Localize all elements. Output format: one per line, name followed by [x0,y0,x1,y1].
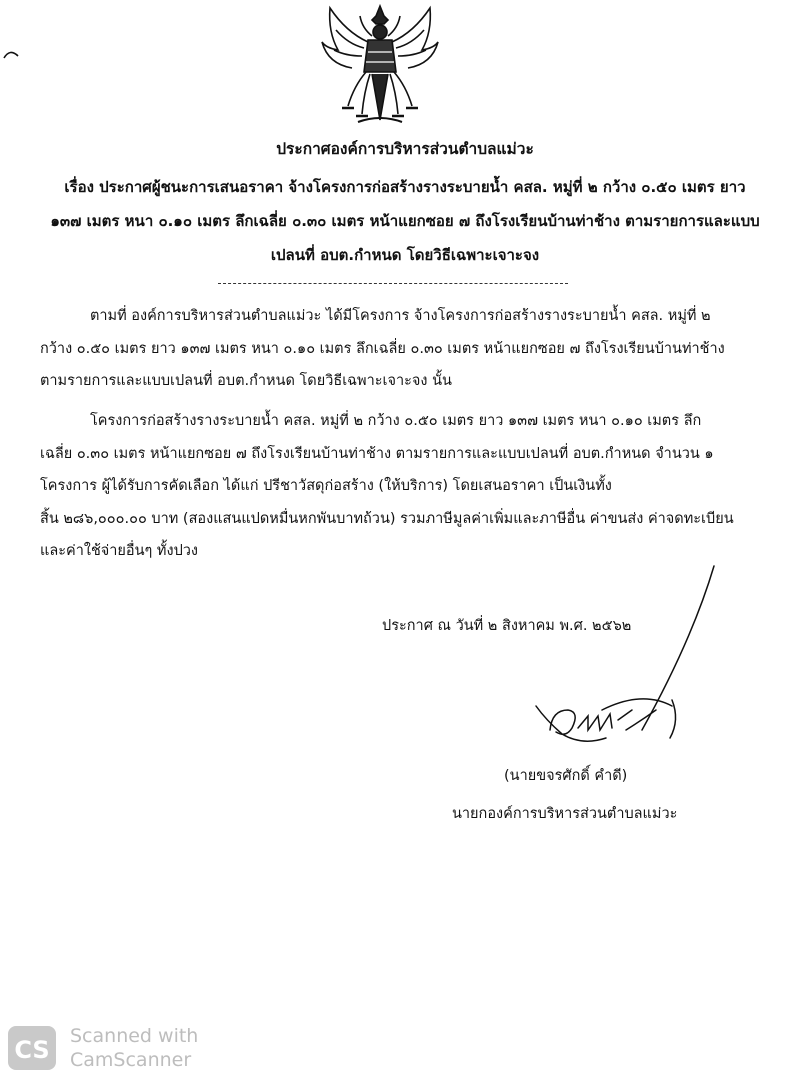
paragraph-line: โครงการ ผู้ได้รับการคัดเลือก ได้แก่ ปรีชาวัสดุก่อสร้าง (ให้บริการ) โดยเสนอราคา เป็นเงินทั้ง [40,478,612,494]
paragraph-line: เฉลี่ย ๐.๓๐ เมตร หน้าแยกซอย ๗ ถึงโรงเรียนบ้านท่าช้าง ตามรายการและแบบเปลนที่ อบต.กำหนด จำนวน ๑ [40,445,714,462]
watermark-line: CamScanner [70,1049,192,1071]
signer-position: นายกองค์การบริหารส่วนตำบลแม่วะ [452,806,678,822]
ink-mark-icon [2,44,24,64]
paragraph-line: กว้าง ๐.๕๐ เมตร ยาว ๑๓๗ เมตร หนา ๐.๑๐ เมตร ลึกเฉลี่ย ๐.๓๐ เมตร หน้าแยกซอย ๗ ถึงโรงเรียนบ้านท่าช้าง [40,340,725,357]
watermark-text [70,1024,198,1072]
garuda-emblem-icon [318,2,442,128]
announcement-date: ประกาศ ณ วันที่ ๒ สิงหาคม พ.ศ. ๒๕๖๒ [382,618,632,634]
document-title: ประกาศองค์การบริหารส่วนตำบลแม่วะ [276,140,534,158]
subject-line: เรื่อง ประกาศผู้ชนะการเสนอราคา จ้างโครงการก่อสร้างรางระบายน้ำ คสล. หมู่ที่ ๒ กว้าง ๐.๕๐ เมตร ยาว [64,178,746,196]
subject-line: เปลนที่ อบต.กำหนด โดยวิธีเฉพาะเจาะจง [270,246,540,264]
paragraph-line: โครงการก่อสร้างรางระบายน้ำ คสล. หมู่ที่ ๒ กว้าง ๐.๕๐ เมตร ยาว ๑๓๗ เมตร หนา ๐.๑๐ เมตร ลึก [90,413,702,429]
camscanner-watermark [8,1022,238,1074]
paragraph-line: ตามที่ องค์การบริหารส่วนตำบลแม่วะ ได้มีโครงการ จ้างโครงการก่อสร้างรางระบายน้ำ คสล. หมู่ที่ ๒ [90,308,711,324]
paragraph-announcement [40,300,772,398]
svg-text:CS: CS [14,1036,50,1064]
camscanner-logo [8,1026,56,1070]
camscanner-logo-icon [8,1026,56,1070]
document-subject [40,170,770,272]
paragraph-winner [40,405,772,568]
subject-line: ๑๓๗ เมตร หนา ๐.๑๐ เมตร ลึกเฉลี่ย ๐.๓๐ เมตร หน้าแยกซอย ๗ ถึงโรงเรียนบ้านท่าช้าง ตามรายการและแบบ [50,212,760,230]
paragraph-line: สิ้น ๒๘๖,๐๐๐.๐๐ บาท (สองแสนแปดหมื่นหกพันบาทถ้วน) รวมภาษีมูลค่าเพิ่มและภาษีอื่น ค่าขนส่ง ค่าจดทะเบียน [40,510,734,527]
watermark-line: Scanned with [70,1025,199,1047]
separator-rule [218,283,568,284]
paragraph-line: ตามรายการและแบบเปลนที่ อบต.กำหนด โดยวิธีเฉพาะเจาะจง นั้น [40,373,452,389]
signer-name: (นายขจรศักดิ์ คำดี) [504,768,628,784]
handwritten-signature [522,560,722,760]
paragraph-line: และค่าใช้จ่ายอื่นๆ ทั้งปวง [40,543,198,559]
